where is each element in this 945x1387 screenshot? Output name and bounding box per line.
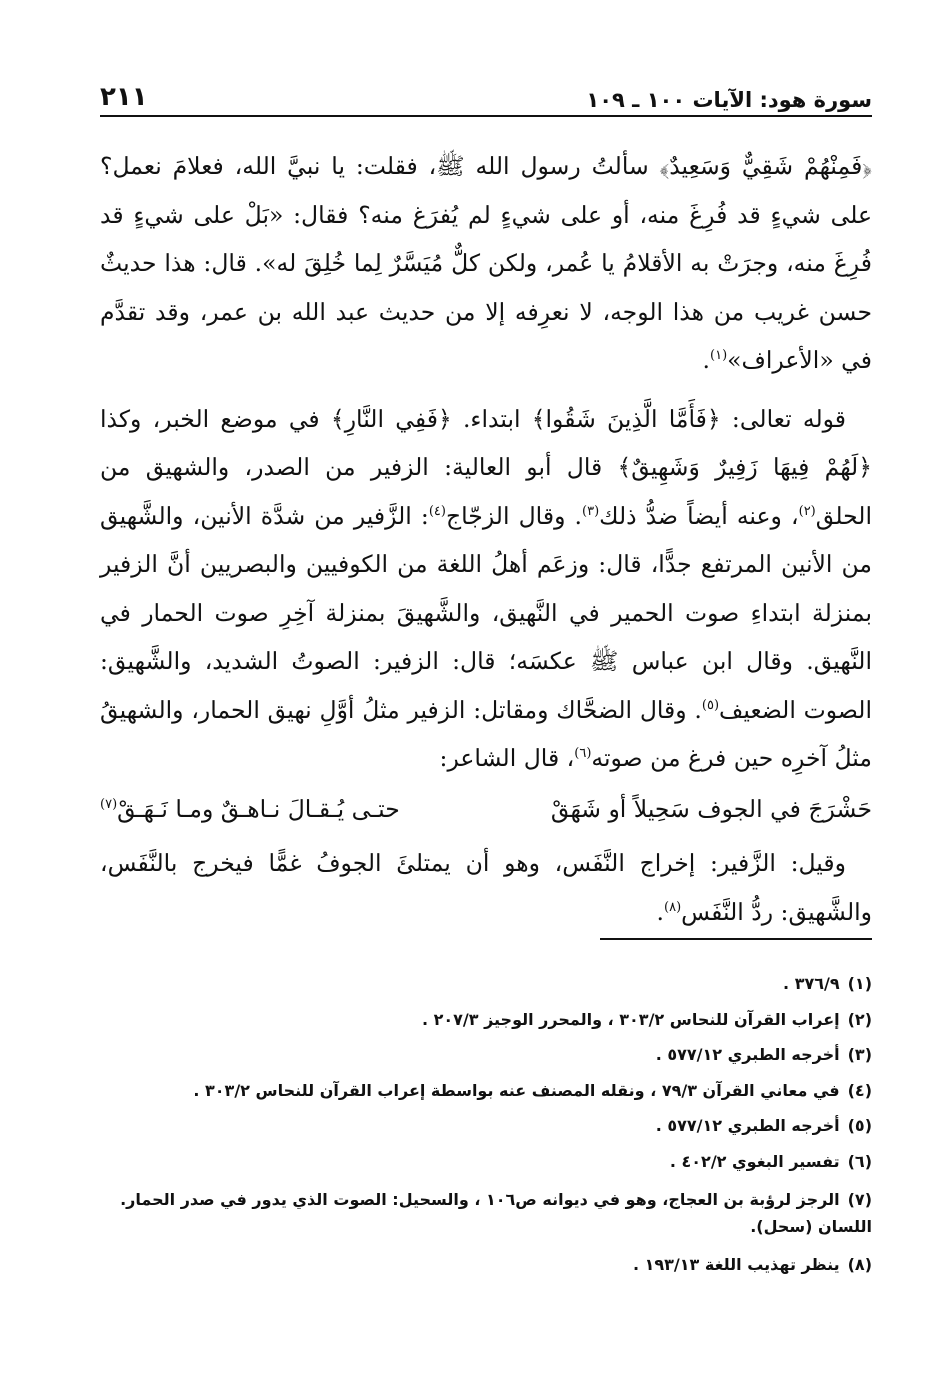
footnote-2 — [100, 1009, 872, 1031]
footnote-number: (٣) — [847, 1045, 872, 1064]
footnote-ref-6: (٦) — [574, 746, 592, 762]
footnote-7 — [100, 1186, 872, 1240]
footnote-number: (٦) — [847, 1151, 872, 1171]
footnote-text: الرجز لرؤبة بن العجاج، وهو في ديوانه ص١٠٦ ، والسحيل: الصوت الذي يدور في صدر الحمار. اللسان (سحل). — [120, 1190, 872, 1236]
footnote-ref-7: (٧) — [100, 796, 118, 812]
poetry-verse — [100, 785, 872, 834]
paragraph-3 — [100, 839, 872, 936]
main-text — [100, 142, 872, 936]
paragraph-3-text: وقيل: الزَّفير: إخراج النَّفَس، وهو أن يمتلئَ الجوفُ غمًّا فيخرج بالنَّفَس، والشَّهيق: ردُّ النَّفَس — [100, 849, 872, 926]
footnote-ref-4: (٤) — [428, 503, 446, 519]
footnote-text: ينظر تهذيب اللغة ١٩٣/١٣ . — [632, 1254, 840, 1274]
paragraph-1-end: . — [702, 346, 710, 374]
paragraph-2-text-c: . وقال الزجّاج — [445, 501, 583, 530]
footnote-text: تفسير البغوي ٤٠٢/٢ . — [669, 1151, 840, 1171]
verse-second-hemistich-wrap — [100, 785, 400, 834]
verse-first-hemistich: حَشْرَجَ في الجوف سَحِيلاً أو شَهَقْ — [550, 794, 872, 823]
footnote-5 — [100, 1115, 872, 1137]
page-header — [100, 68, 872, 112]
footnote-6 — [100, 1151, 872, 1173]
paragraph-2-text-b: ، وعنه أيضاً ضدُّ ذلك — [599, 501, 799, 530]
footnote-text: في معاني القرآن ٧٩/٣ ، ونقله المصنف عنه بواسطة إعراب القرآن للنحاس ٣٠٣/٢ . — [193, 1080, 840, 1100]
footnote-1 — [100, 973, 872, 995]
footnote-number: (٢) — [847, 1009, 872, 1029]
footnote-number: (١) — [847, 974, 872, 993]
footnote-separator — [600, 938, 872, 940]
footnote-ref-5: (٥) — [701, 697, 720, 713]
paragraph-1 — [100, 142, 872, 385]
running-title: سورة هود: الآيات ١٠٠ ـ ١٠٩ — [586, 88, 872, 112]
footnote-number: (٤) — [847, 1080, 872, 1100]
paragraph-1-text: ﴿فَمِنْهُمْ شَقِيٌّ وَسَعِيدٌ﴾ سألتُ رسول الله ﷺ، فقلت: يا نبيَّ الله، فعلامَ نعمل؟ على شيءٍ قد فُرِغَ منه، أو على شيءٍ لم يُفرَغ منه؟ فقال: «بَلْ على شيءٍ قد فُرِغَ منه، وجرَتْ به الأقلامُ يا عُمر، ولكن كلٌّ مُيَسَّرٌ لِما خُلِقَ له». قال: هذا حديثٌ حسن غريب من هذا الوجه، لا نعرِفه إلا من حديث عبد الله بن عمر، وقد تقدَّم في «الأعراف» — [100, 152, 872, 374]
footnote-ref-3: (٣) — [582, 503, 600, 519]
header-rule — [100, 115, 872, 117]
footnote-text: إعراب القرآن للنحاس ٣٠٣/٢ ، والمحرر الوجيز ٢٠٧/٣ . — [421, 1009, 840, 1029]
footnote-ref-8: (٨) — [664, 899, 682, 915]
footnotes — [100, 973, 872, 1289]
footnote-ref-1: (١) — [710, 348, 728, 364]
page-number: ٢١١ — [100, 82, 148, 112]
paragraph-2-text-d: : الزَّفير من شدَّة الأنين، والشَّهيق من الأنين المرتفع جدًّا، قال: وزعَم أهلُ اللغة من الكوفيين والبصريين أنَّ الزفير بمنزلة ابتداءِ صوت الحمير في النَّهيق، والشَّهيقَ بمنزلة آخِرِ صوت الحمار في النَّهيق. وقال ابن عباس ﷺ عكسَه؛ قال: الزفير: الصوتُ الشديد، والشَّهيق: الصوت الضعيف — [100, 501, 872, 724]
footnote-8 — [100, 1254, 872, 1276]
paragraph-2-text-e: . وقال الضحَّاك ومقاتل: الزفير مثلُ أوَّلِ نهيق الحمار، والشهيقُ مثلُ آخرِه حين فرغ من صوته — [100, 695, 872, 772]
paragraph-2 — [100, 395, 872, 783]
footnote-number: (٨) — [847, 1254, 872, 1274]
paragraph-3-end: . — [656, 897, 665, 926]
footnote-number: (٧) — [847, 1190, 872, 1209]
footnote-text: ٣٧٦/٩ . — [783, 974, 840, 993]
verse-second-hemistich: حتـى يُـقـالَ نـاهـقٌ ومـا نَـهَـقْ — [117, 794, 400, 823]
footnote-number: (٥) — [847, 1116, 872, 1135]
paragraph-2-text-f: ، قال الشاعر: — [439, 744, 575, 772]
footnote-3 — [100, 1044, 872, 1066]
footnote-text: أخرجه الطبري ٥٧٧/١٢ . — [655, 1045, 840, 1064]
footnote-ref-2: (٢) — [798, 503, 816, 519]
paragraph-2-text-a: قوله تعالى: ﴿فَأَمَّا الَّذِينَ شَقُوا﴾ ابتداء. ﴿فَفِي النَّارِ﴾ في موضع الخبر، وكذا ﴿لَهُمْ فِيهَا زَفِيرٌ وَشَهِيقٌ﴾ قال أبو العالية: الزفير من الصدر، والشهيق من الحلق — [100, 404, 872, 530]
footnote-4 — [100, 1080, 872, 1102]
footnote-text: أخرجه الطبري ٥٧٧/١٢ . — [655, 1116, 840, 1135]
